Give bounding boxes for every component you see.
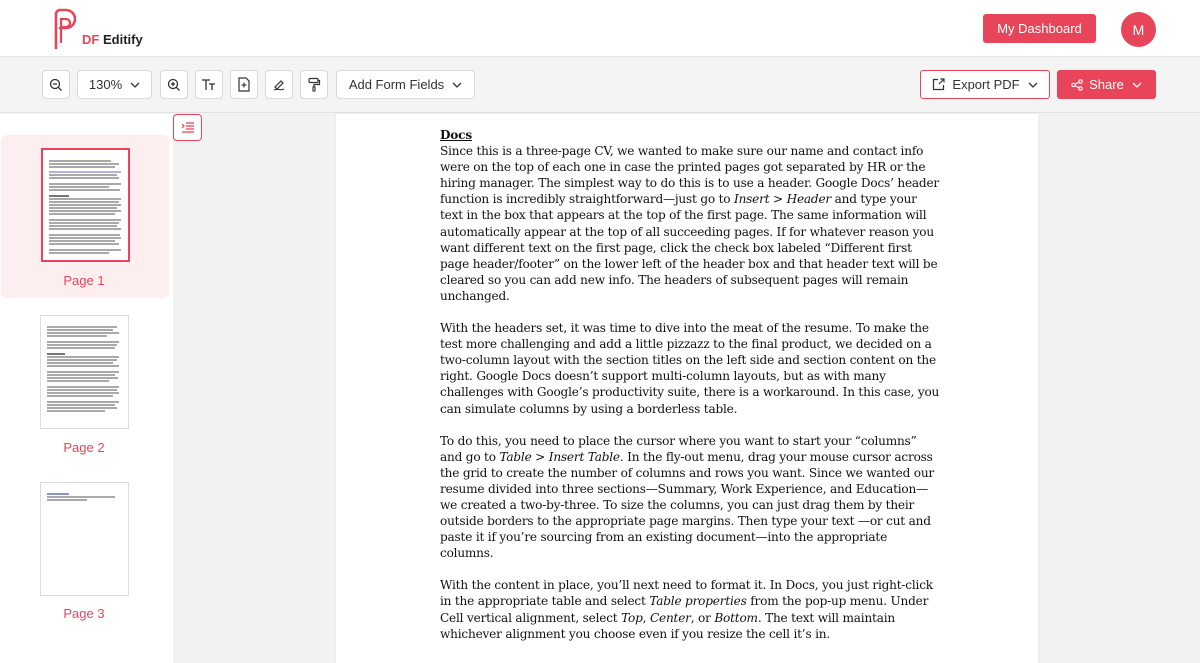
share-label: Share [1089,77,1124,92]
list-indent-icon [181,122,195,133]
user-avatar[interactable]: M [1121,12,1156,47]
italic-text: Bottom [714,610,758,625]
text-size-icon [201,78,217,92]
zoom-level-value: 130% [88,77,123,92]
share-icon [1071,79,1083,91]
zoom-out-button[interactable] [42,70,70,99]
page-label: Page 2 [63,440,105,455]
format-painter-button[interactable] [300,70,328,99]
document-paragraph: With the content in place, you’ll next need to format it. In Docs, you just right-click in the appropriate table and select Table properties from the pop-up menu. Under Cell vertical alignment, select Top, Center, or Bottom. The text will maintain whichever alignment you choose even if you resize the cell it’s in. [440,578,933,641]
add-form-fields-label: Add Form Fields [348,77,445,92]
text-tool-button[interactable] [195,70,223,99]
document-paragraph: To do this, you need to place the cursor where you want to start your “columns” and go to Table > Insert Table. In the fly-out menu, drag your mouse cursor across the grid to create the number of columns and rows you want. Since we wanted our resume divided into three sections—Summary, Work Experience, and Education—we created a two-by-three. To size the columns, you can just drag them by their outside borders to the appropriate page margins. Then type your text —or cut and paste it if you’re sourcing from an existing document—into the appropriate columns. [440,433,935,561]
document-heading: Docs [440,128,472,142]
add-page-button[interactable] [230,70,258,99]
italic-text: Table > Insert Table. [499,449,624,464]
toggle-sidebar-button[interactable] [173,114,202,141]
chevron-down-icon [452,82,462,88]
zoom-in-icon [167,78,181,92]
chevron-down-icon [1132,82,1142,88]
document-page[interactable] [336,114,1038,663]
add-form-fields-dropdown[interactable] [336,70,475,99]
italic-text: Table properties [649,594,747,609]
document-content[interactable] [440,127,940,658]
share-button[interactable] [1057,70,1156,99]
export-pdf-label: Export PDF [952,77,1020,92]
app-logo[interactable] [52,6,143,50]
page-thumbnail-3[interactable] [40,482,129,596]
italic-text: Top [621,610,643,625]
export-pdf-button[interactable] [920,70,1050,99]
page-label: Page 1 [63,273,105,288]
page-thumbnail-image [41,148,130,262]
italic-text: Insert > Header [734,192,831,207]
pen-icon [272,77,287,92]
logo-text: DF Editify [82,32,143,47]
page-thumbnails-sidebar [0,114,173,663]
signature-button[interactable] [265,70,293,99]
document-icon [238,77,250,92]
chevron-down-icon [130,82,140,88]
top-header [0,0,1200,57]
zoom-in-button[interactable] [160,70,188,99]
document-paragraph: Since this is a three-page CV, we wanted to make sure our name and contact info were on the top of each one in case the printed pages got separated by HR or the hiring manager. The simplest way to do this is to use a header. Google Docs’ header function is incredibly straightforward—just go to Insert > Header and type your text in the box that appears at the top of the first page. The same information will automatically appear at the top of all succeeding pages. If for whatever reason you want different text on the first page, click the check box labeled “Different first page header/footer” on the lower left of the header box and that header text will be cleared so you can add new info. The headers of subsequent pages will remain unchanged. [440,144,939,303]
paint-roller-icon [307,77,321,92]
my-dashboard-button[interactable]: My Dashboard [983,14,1096,43]
page-label: Page 3 [63,606,105,621]
zoom-out-icon [49,78,63,92]
zoom-level-select[interactable] [77,70,152,99]
page-thumbnail-2[interactable] [40,315,129,429]
logo-p-icon [52,8,80,50]
italic-text: Center [649,610,691,625]
export-icon [932,78,945,91]
editor-toolbar [0,57,1200,113]
chevron-down-icon [1028,82,1038,88]
document-paragraph: With the headers set, it was time to dive into the meat of the resume. To make the test more challenging and add a little pizzazz to the final product, we decided on a two-column layout with the section titles on the left side and section content on the right. Google Docs doesn’t support multi-column layouts, but as with many challenges with Google’s productivity suite, there is a workaround. In this case, you can simulate columns by using a borderless table. [440,321,940,416]
